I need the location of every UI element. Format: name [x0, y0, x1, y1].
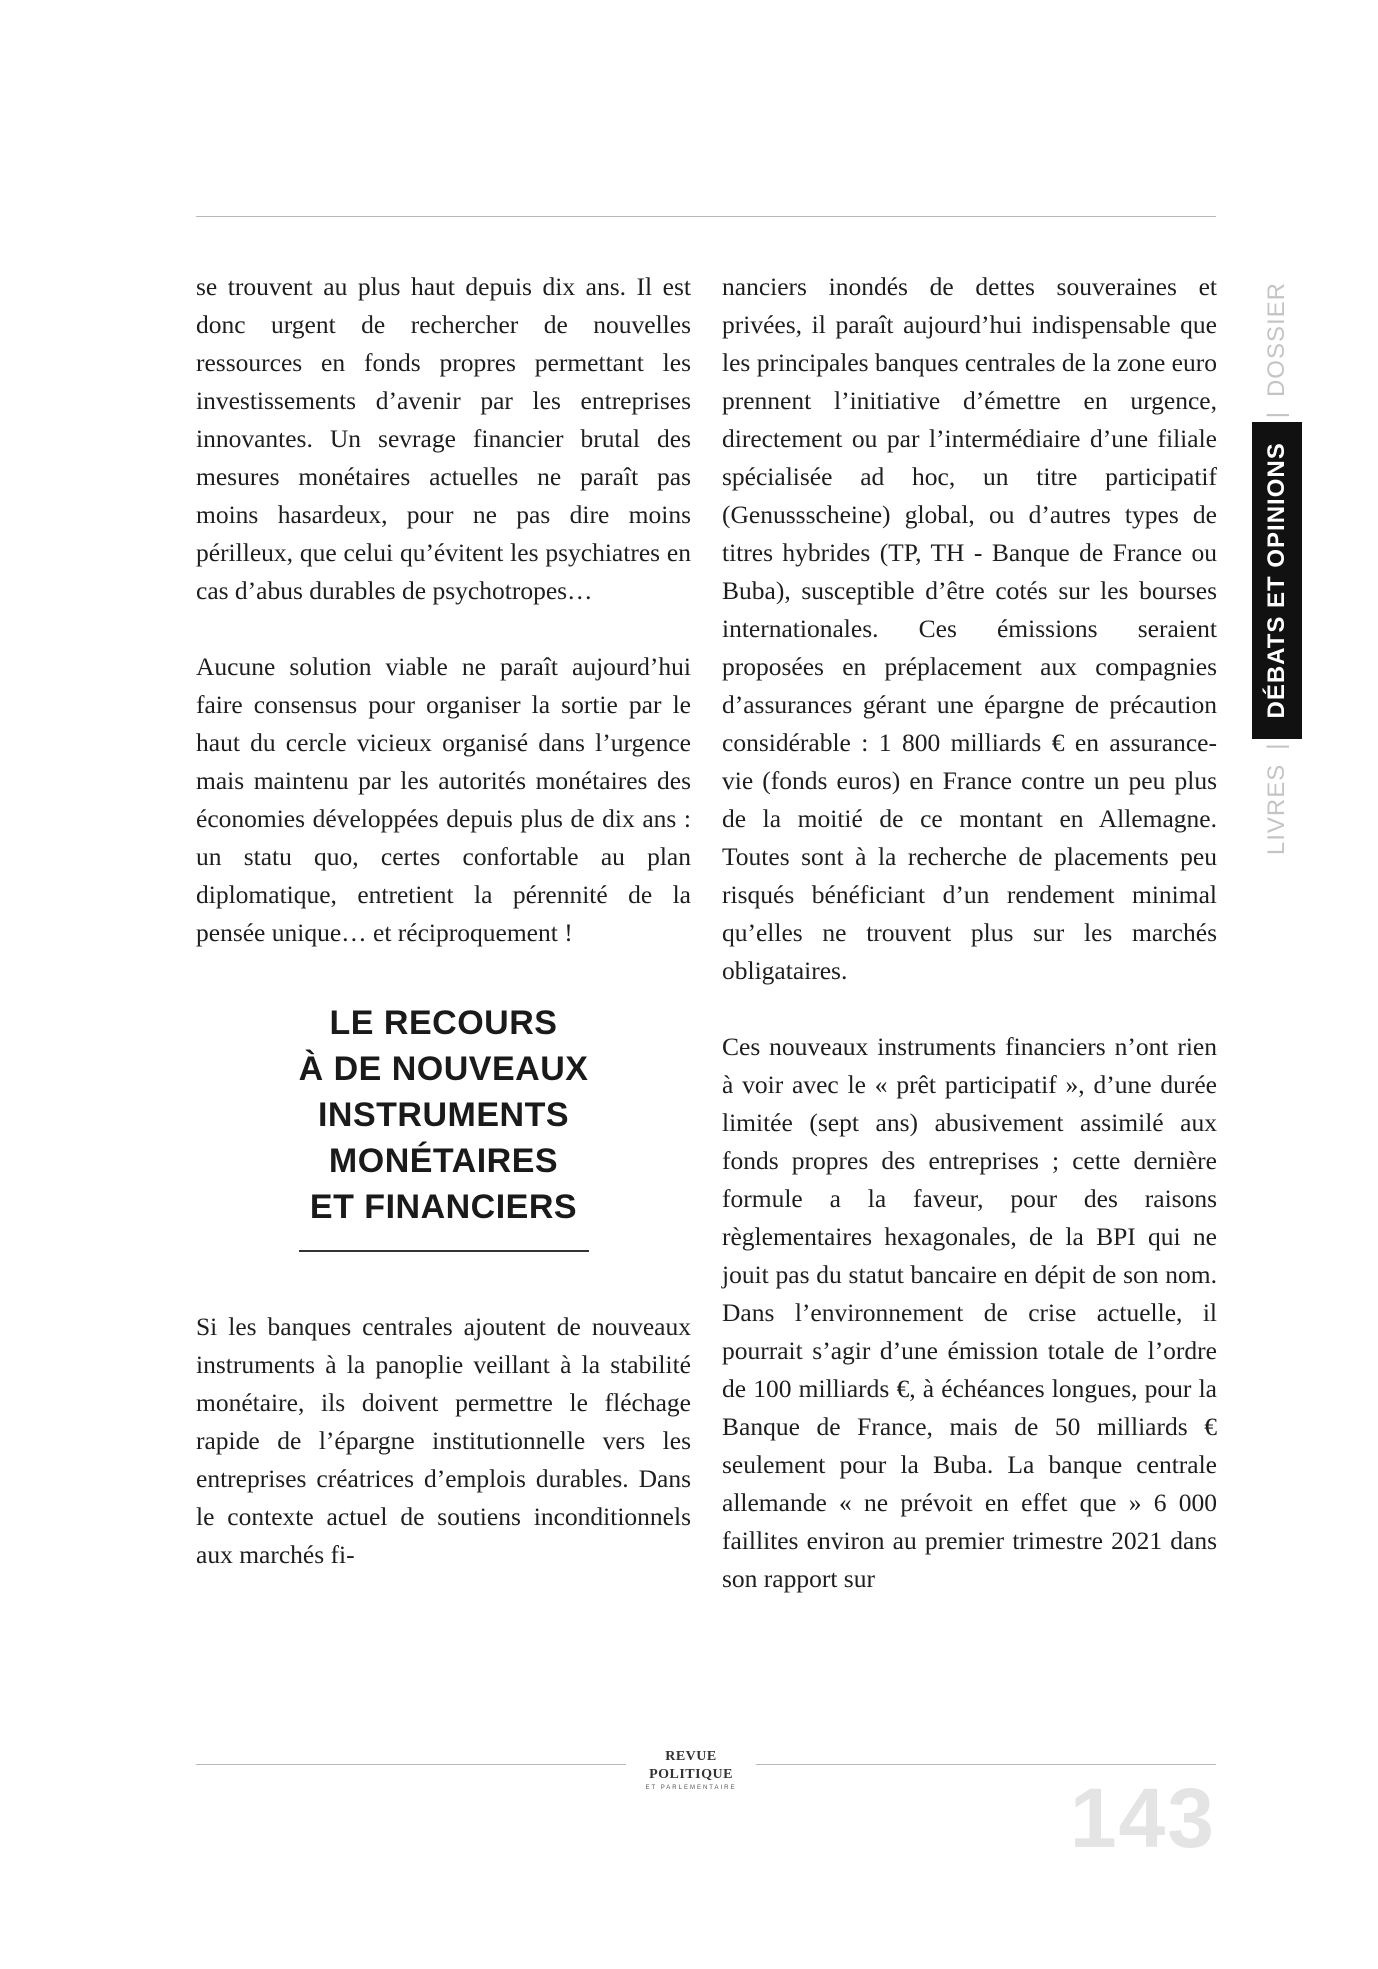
logo-title: REVUE POLITIQUE [649, 1749, 733, 1782]
tab-separator: | [1263, 411, 1290, 419]
section-heading [196, 1000, 691, 1230]
footer-rule-left [196, 1764, 626, 1765]
paragraph: se trouvent au plus haut depuis dix ans. Il est donc urgent de rechercher de nouvelles ressources en fonds propres permettant les investissements d’avenir par les entreprises innovantes. Un sevrage financier brutal des mesures monétaires actuelles ne paraît pas moins hasardeux, pour ne pas dire moins périlleux, que celui qu’évitent les psychiatres en cas d’abus durables de psychotropes… [196, 272, 691, 605]
page-number: 143 [1069, 1771, 1216, 1865]
heading-divider [299, 1250, 589, 1252]
heading-line: ET FINANCIERS [309, 1188, 578, 1226]
heading-line: MONÉTAIRES [328, 1142, 559, 1180]
heading-line: LE RECOURS [329, 1004, 558, 1042]
top-rule [196, 216, 1216, 217]
section-tabs [1252, 272, 1302, 872]
tab-dossier[interactable]: DOSSIER [1263, 282, 1290, 398]
tab-debats-et-opinions[interactable]: DÉBATS ET OPINIONS [1252, 422, 1302, 738]
paragraph: Si les banques centrales ajoutent de nouveaux instruments à la panoplie veillant à la stabilité monétaire, ils doivent permettre le fléchage rapide de l’épargne institutionnelle vers les entreprises créatrices d’emplois durables. Dans le contexte actuel de soutiens inconditionnels aux marchés fi- [196, 1312, 691, 1569]
revue-logo [628, 1748, 754, 1792]
right-column [722, 268, 1217, 1598]
heading-line: INSTRUMENTS [317, 1096, 570, 1134]
logo-subtitle: ET PARLEMENTAIRE [645, 1785, 737, 1791]
heading-line: À DE NOUVEAUX [298, 1050, 589, 1088]
paragraph: nanciers inondés de dettes souveraines et privées, il paraît aujourd’hui indispensable que les principales banques centrales de la zone euro prennent l’initiative d’émettre en urgence, directement ou par l’intermédiaire d’une filiale spécialisée ad hoc, un titre participatif (Genussscheine) global, ou d’autres types de titres hybrides (TP, TH - Banque de France ou Buba), susceptible d’être cotés sur les bourses internationales. Ces émissions seraient proposées en préplacement aux compagnies d’assurances gérant une épargne de précaution considérable : 1 800 milliards € en assurance-vie (fonds euros) en France contre un peu plus de la moitié de ce montant en Allemagne. Toutes sont à la recherche de placements peu risqués bénéficiant d’un rendement minimal qu’elles ne trouvent plus sur les marchés obligataires. [722, 272, 1217, 985]
left-column [196, 268, 691, 1574]
paragraph: Ces nouveaux instruments financiers n’ont rien à voir avec le « prêt participatif », d’une durée limitée (sept ans) abusivement assimilé aux fonds propres des entreprises ; cette dernière formule a la faveur, pour des raisons règlementaires hexagonales, de la BPI qui ne jouit pas du statut bancaire en dépit de son nom. Dans l’environnement de crise actuelle, il pourrait s’agir d’une émission totale de l’ordre de 100 milliards €, à échéances longues, pour la Banque de France, mais de 50 milliards € seulement pour la Buba. La banque centrale allemande « ne prévoit en effet que » 6 000 faillites environ au premier trimestre 2021 dans son rapport sur [722, 1032, 1217, 1593]
tab-livres[interactable]: LIVRES [1263, 763, 1290, 856]
paragraph: Aucune solution viable ne paraît aujourd’hui faire consensus pour organiser la sortie par le haut du cercle vicieux organisé dans l’urgence mais maintenu par les autorités monétaires des économies développées depuis plus de dix ans : un statu quo, certes confortable au plan diplomatique, entretient la pérennité de la pensée unique… et réciproquement ! [196, 652, 691, 947]
tab-separator: | [1263, 742, 1290, 750]
footer-rule-right [756, 1764, 1216, 1765]
